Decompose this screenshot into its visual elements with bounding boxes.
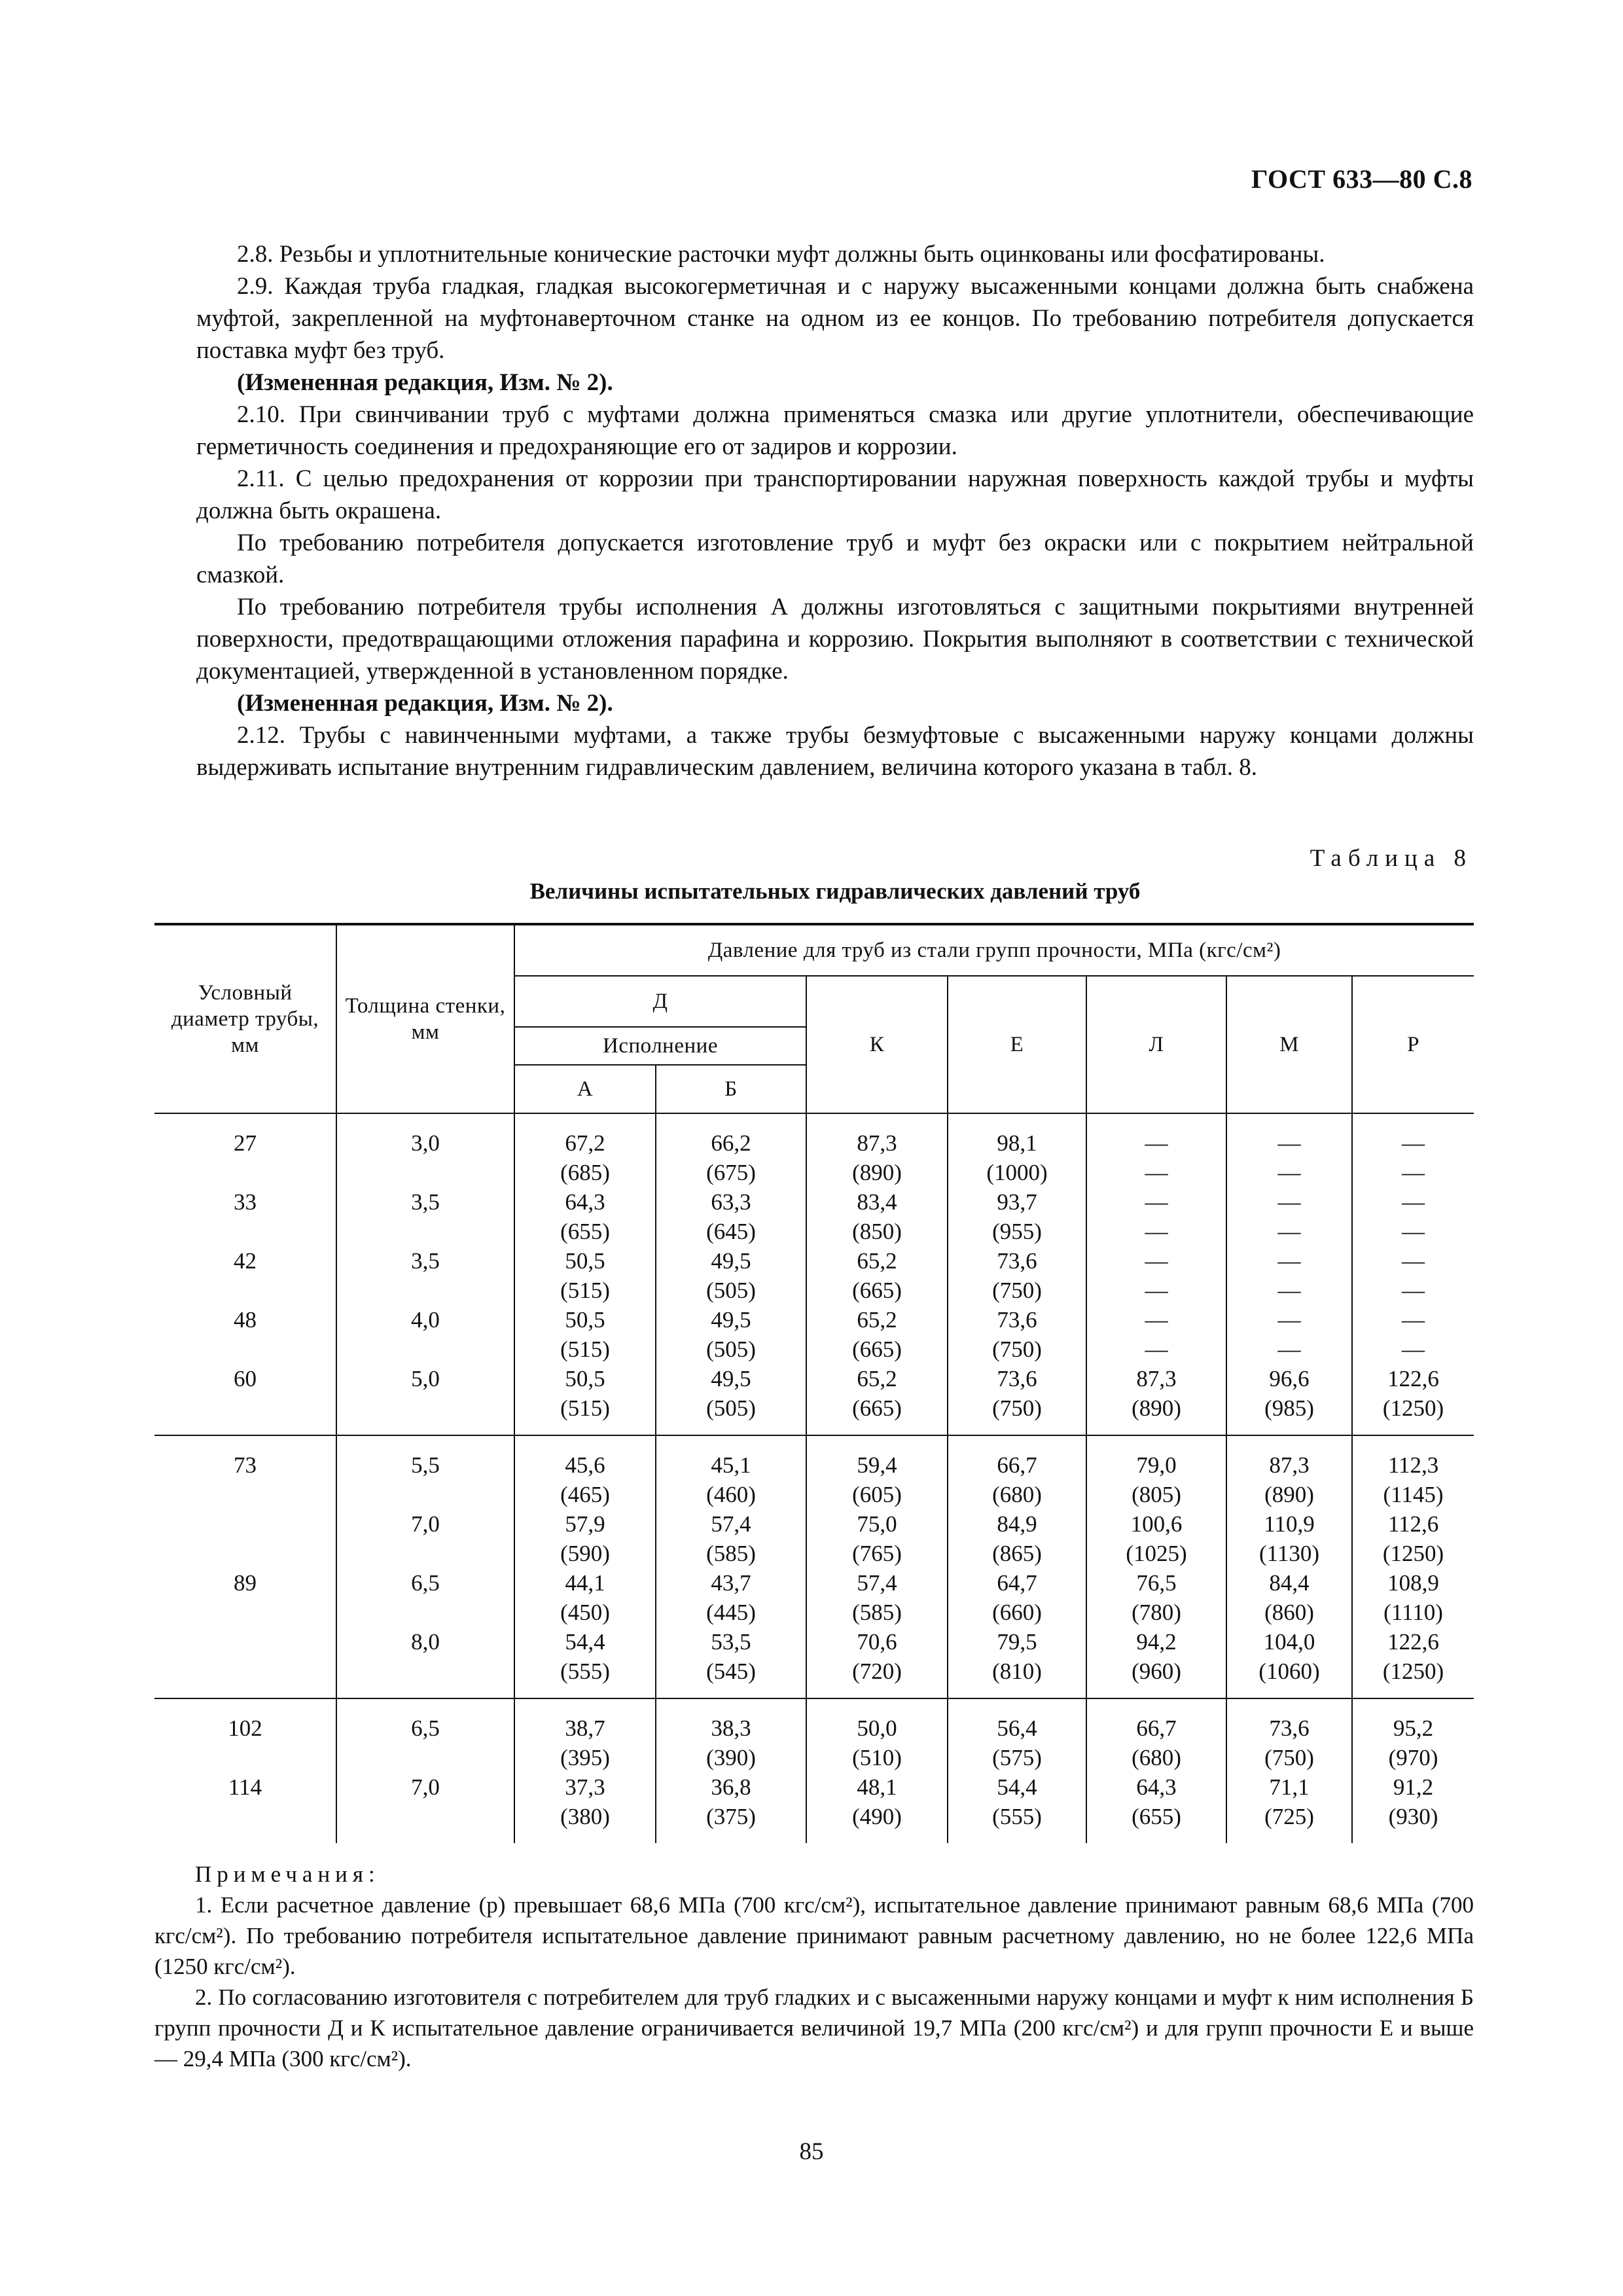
pressure-mpa-cell: 45,6 <box>514 1435 656 1480</box>
empty-cell <box>336 1217 514 1246</box>
pressure-mpa-cell: 57,4 <box>806 1568 948 1598</box>
pressure-mpa-cell: 37,3 <box>514 1772 656 1802</box>
diameter-cell: 42 <box>154 1246 336 1276</box>
pressure-mpa-cell: — <box>1352 1187 1474 1217</box>
wall-thickness-cell: 3,5 <box>336 1187 514 1217</box>
pressure-mpa-cell: 43,7 <box>656 1568 806 1598</box>
pressure-mpa-cell: 112,3 <box>1352 1435 1474 1480</box>
pressure-mpa-cell: 63,3 <box>656 1187 806 1217</box>
pressure-kgf-cell: (1110) <box>1352 1598 1474 1627</box>
table-row-kgf <box>154 1743 1474 1772</box>
header-wall-thickness: Толщина стенки, мм <box>336 924 514 1113</box>
pressure-table <box>154 923 1474 1843</box>
empty-cell <box>154 1743 336 1772</box>
pressure-kgf-cell: (515) <box>514 1335 656 1364</box>
pressure-kgf-cell: (955) <box>948 1217 1086 1246</box>
empty-cell <box>154 1598 336 1627</box>
pressure-mpa-cell: 108,9 <box>1352 1568 1474 1598</box>
pressure-mpa-cell: — <box>1226 1305 1352 1335</box>
pressure-mpa-cell: 96,6 <box>1226 1364 1352 1393</box>
pressure-mpa-cell: — <box>1086 1113 1226 1158</box>
pressure-mpa-cell: 38,3 <box>656 1698 806 1743</box>
pressure-kgf-cell: (750) <box>948 1335 1086 1364</box>
pressure-mpa-cell: 64,7 <box>948 1568 1086 1598</box>
pressure-mpa-cell: — <box>1226 1113 1352 1158</box>
pressure-kgf-cell: (505) <box>656 1276 806 1305</box>
pressure-mpa-cell: 67,2 <box>514 1113 656 1158</box>
pressure-mpa-cell: 95,2 <box>1352 1698 1474 1743</box>
diameter-cell: 89 <box>154 1568 336 1598</box>
pressure-kgf-cell: (930) <box>1352 1802 1474 1843</box>
empty-cell <box>336 1158 514 1187</box>
pressure-mpa-cell: 45,1 <box>656 1435 806 1480</box>
pressure-kgf-cell: (985) <box>1226 1393 1352 1435</box>
empty-cell <box>336 1802 514 1843</box>
pressure-kgf-cell: — <box>1086 1158 1226 1187</box>
table-row-kgf <box>154 1335 1474 1364</box>
diameter-cell: 33 <box>154 1187 336 1217</box>
pressure-kgf-cell: (515) <box>514 1276 656 1305</box>
pressure-kgf-cell: — <box>1086 1335 1226 1364</box>
pressure-mpa-cell: 65,2 <box>806 1246 948 1276</box>
wall-thickness-cell: 5,0 <box>336 1364 514 1393</box>
paragraph-2-10: 2.10. При свинчивании труб с муфтами должна применяться смазка или другие уплотнители, обеспечивающие герметичность соединения и предохраняющие его от задиров и коррозии. <box>196 401 1474 460</box>
note-1: 1. Если расчетное давление (p) превышает 68,6 МПа (700 кгс/см²), испытательное давление принимают равным 68,6 МПа (700 кгс/см²). По требованию потребителя испытательное давление принимают равным расчетному давлению, но не более 122,6 МПа (1250 кгс/см²). <box>154 1892 1474 1979</box>
pressure-kgf-cell: (890) <box>1086 1393 1226 1435</box>
pressure-mpa-cell: 64,3 <box>514 1187 656 1217</box>
diameter-cell <box>154 1509 336 1539</box>
pressure-kgf-cell: (645) <box>656 1217 806 1246</box>
diameter-cell: 73 <box>154 1435 336 1480</box>
pressure-mpa-cell: 54,4 <box>514 1627 656 1657</box>
diameter-cell <box>154 1627 336 1657</box>
table-row-mpa <box>154 1568 1474 1598</box>
pressure-mpa-cell: 73,6 <box>948 1305 1086 1335</box>
pressure-mpa-cell: 87,3 <box>806 1113 948 1158</box>
pressure-mpa-cell: — <box>1086 1305 1226 1335</box>
pressure-mpa-cell: 71,1 <box>1226 1772 1352 1802</box>
notes-heading: Примечания: <box>195 1861 380 1887</box>
pressure-kgf-cell: (545) <box>656 1657 806 1698</box>
pressure-mpa-cell: 65,2 <box>806 1305 948 1335</box>
pressure-mpa-cell: 64,3 <box>1086 1772 1226 1802</box>
table-row-mpa <box>154 1246 1474 1276</box>
table-row-kgf <box>154 1657 1474 1698</box>
empty-cell <box>154 1158 336 1187</box>
table-row-kgf <box>154 1480 1474 1509</box>
pressure-kgf-cell: — <box>1226 1158 1352 1187</box>
pressure-kgf-cell: (865) <box>948 1539 1086 1568</box>
pressure-kgf-cell: (1250) <box>1352 1393 1474 1435</box>
paragraph-2-11: 2.11. С целью предохранения от коррозии при транспортировании наружная поверхность каждой трубы и муфты должна быть окрашена. <box>196 465 1474 524</box>
pressure-kgf-cell: (505) <box>656 1335 806 1364</box>
pressure-kgf-cell: (680) <box>1086 1743 1226 1772</box>
pressure-mpa-cell: 73,6 <box>948 1364 1086 1393</box>
wall-thickness-cell: 3,0 <box>336 1113 514 1158</box>
pressure-mpa-cell: 87,3 <box>1086 1364 1226 1393</box>
pressure-kgf-cell: (655) <box>1086 1802 1226 1843</box>
pressure-kgf-cell: (585) <box>656 1539 806 1568</box>
pressure-kgf-cell: (515) <box>514 1393 656 1435</box>
table-row-kgf <box>154 1539 1474 1568</box>
table-caption: Таблица 8 <box>1310 845 1472 872</box>
pressure-kgf-cell: (505) <box>656 1393 806 1435</box>
pressure-mpa-cell: — <box>1086 1246 1226 1276</box>
table-row-mpa <box>154 1772 1474 1802</box>
wall-thickness-cell: 8,0 <box>336 1627 514 1657</box>
pressure-kgf-cell: (460) <box>656 1480 806 1509</box>
pressure-mpa-cell: 66,7 <box>948 1435 1086 1480</box>
wall-thickness-cell: 4,0 <box>336 1305 514 1335</box>
header-execution: Исполнение <box>514 1027 806 1065</box>
pressure-kgf-cell: (805) <box>1086 1480 1226 1509</box>
table-row-kgf <box>154 1598 1474 1627</box>
pressure-kgf-cell: (780) <box>1086 1598 1226 1627</box>
pressure-kgf-cell: (1250) <box>1352 1539 1474 1568</box>
pressure-mpa-cell: 36,8 <box>656 1772 806 1802</box>
table-row-kgf <box>154 1158 1474 1187</box>
wall-thickness-cell: 6,5 <box>336 1698 514 1743</box>
pressure-mpa-cell: 75,0 <box>806 1509 948 1539</box>
pressure-kgf-cell: (1025) <box>1086 1539 1226 1568</box>
pressure-mpa-cell: 104,0 <box>1226 1627 1352 1657</box>
diameter-cell: 60 <box>154 1364 336 1393</box>
pressure-mpa-cell: 57,4 <box>656 1509 806 1539</box>
pressure-mpa-cell: 38,7 <box>514 1698 656 1743</box>
header-group-k: К <box>806 976 948 1113</box>
pressure-kgf-cell: — <box>1352 1217 1474 1246</box>
diameter-cell: 114 <box>154 1772 336 1802</box>
pressure-mpa-cell: 66,2 <box>656 1113 806 1158</box>
pressure-kgf-cell: (750) <box>948 1393 1086 1435</box>
pressure-mpa-cell: 49,5 <box>656 1305 806 1335</box>
pressure-mpa-cell: 87,3 <box>1226 1435 1352 1480</box>
pressure-kgf-cell: (810) <box>948 1657 1086 1698</box>
pressure-kgf-cell: (890) <box>1226 1480 1352 1509</box>
header-execution-b: Б <box>656 1065 806 1113</box>
pressure-mpa-cell: 50,5 <box>514 1246 656 1276</box>
pressure-mpa-cell: 54,4 <box>948 1772 1086 1802</box>
table-row-mpa <box>154 1364 1474 1393</box>
empty-cell <box>336 1657 514 1698</box>
empty-cell <box>336 1335 514 1364</box>
empty-cell <box>154 1657 336 1698</box>
table-title: Величины испытательных гидравлических давлений труб <box>529 878 1141 904</box>
pressure-kgf-cell: (575) <box>948 1743 1086 1772</box>
pressure-mpa-cell: 70,6 <box>806 1627 948 1657</box>
diameter-cell: 27 <box>154 1113 336 1158</box>
empty-cell <box>336 1393 514 1435</box>
pressure-mpa-cell: — <box>1352 1113 1474 1158</box>
empty-cell <box>336 1539 514 1568</box>
empty-cell <box>154 1393 336 1435</box>
pressure-mpa-cell: 79,0 <box>1086 1435 1226 1480</box>
pressure-kgf-cell: (890) <box>806 1158 948 1187</box>
pressure-mpa-cell: 98,1 <box>948 1113 1086 1158</box>
pressure-kgf-cell: (850) <box>806 1217 948 1246</box>
pressure-kgf-cell: (390) <box>656 1743 806 1772</box>
wall-thickness-cell: 7,0 <box>336 1772 514 1802</box>
pressure-mpa-cell: 49,5 <box>656 1364 806 1393</box>
pressure-kgf-cell: (1000) <box>948 1158 1086 1187</box>
paragraph-2-11-a: По требованию потребителя допускается изготовление труб и муфт без окраски или с покрытием нейтральной смазкой. <box>196 529 1474 588</box>
header-diameter: Условный диаметр трубы, мм <box>154 924 336 1113</box>
pressure-kgf-cell: (655) <box>514 1217 656 1246</box>
pressure-mpa-cell: 50,0 <box>806 1698 948 1743</box>
pressure-kgf-cell: — <box>1352 1276 1474 1305</box>
pressure-kgf-cell: (445) <box>656 1598 806 1627</box>
table-row-kgf <box>154 1217 1474 1246</box>
wall-thickness-cell: 5,5 <box>336 1435 514 1480</box>
table-row-mpa <box>154 1113 1474 1158</box>
table-row-kgf <box>154 1393 1474 1435</box>
pressure-mpa-cell: 66,7 <box>1086 1698 1226 1743</box>
pressure-mpa-cell: 59,4 <box>806 1435 948 1480</box>
pressure-kgf-cell: (1250) <box>1352 1657 1474 1698</box>
paragraph-2-11-b: По требованию потребителя трубы исполнения А должны изготовляться с защитными покрытиями внутренней поверхности, предотвращающими отложения парафина и коррозию. Покрытия выполняют в соответствии с технической документацией, утвержденной в установленном порядке. <box>196 594 1474 685</box>
pressure-kgf-cell: (750) <box>1226 1743 1352 1772</box>
pressure-mpa-cell: 83,4 <box>806 1187 948 1217</box>
table-row-kgf <box>154 1802 1474 1843</box>
pressure-mpa-cell: 57,9 <box>514 1509 656 1539</box>
pressure-mpa-cell: 76,5 <box>1086 1568 1226 1598</box>
empty-cell <box>154 1802 336 1843</box>
table-row-mpa <box>154 1509 1474 1539</box>
table-row-group <box>154 1435 1474 1698</box>
wall-thickness-cell: 3,5 <box>336 1246 514 1276</box>
body-text <box>196 238 1474 783</box>
wall-thickness-cell: 7,0 <box>336 1509 514 1539</box>
pressure-kgf-cell: — <box>1352 1335 1474 1364</box>
wall-thickness-cell: 6,5 <box>336 1568 514 1598</box>
diameter-cell: 102 <box>154 1698 336 1743</box>
pressure-mpa-cell: 53,5 <box>656 1627 806 1657</box>
pressure-mpa-cell: — <box>1352 1246 1474 1276</box>
pressure-kgf-cell: (750) <box>948 1276 1086 1305</box>
pressure-kgf-cell: (665) <box>806 1276 948 1305</box>
pressure-mpa-cell: 49,5 <box>656 1246 806 1276</box>
header-pressure: Давление для труб из стали групп прочности, МПа (кгс/см²) <box>514 924 1474 976</box>
pressure-kgf-cell: (970) <box>1352 1743 1474 1772</box>
pressure-mpa-cell: 122,6 <box>1352 1627 1474 1657</box>
table-row-mpa <box>154 1627 1474 1657</box>
pressure-mpa-cell: 112,6 <box>1352 1509 1474 1539</box>
pressure-kgf-cell: (720) <box>806 1657 948 1698</box>
pressure-kgf-cell: — <box>1086 1217 1226 1246</box>
empty-cell <box>154 1335 336 1364</box>
pressure-kgf-cell: (675) <box>656 1158 806 1187</box>
table-row-group <box>154 1113 1474 1435</box>
pressure-kgf-cell: — <box>1226 1335 1352 1364</box>
pressure-kgf-cell: (590) <box>514 1539 656 1568</box>
pressure-mpa-cell: 79,5 <box>948 1627 1086 1657</box>
paragraph-2-12: 2.12. Трубы с навинченными муфтами, а также трубы безмуфтовые с высаженными наружу концами должны выдерживать испытание внутренним гидравлическим давлением, величина которого указана в табл. 8. <box>196 722 1474 781</box>
diameter-cell: 48 <box>154 1305 336 1335</box>
pressure-kgf-cell: (665) <box>806 1335 948 1364</box>
pressure-kgf-cell: (510) <box>806 1743 948 1772</box>
page-number: 85 <box>799 2138 824 2165</box>
header-group-e: Е <box>948 976 1086 1113</box>
pressure-mpa-cell: 122,6 <box>1352 1364 1474 1393</box>
amendment-note: (Измененная редакция, Изм. № 2). <box>237 690 613 717</box>
table-row-group <box>154 1698 1474 1843</box>
pressure-kgf-cell: (380) <box>514 1802 656 1843</box>
amendment-note: (Измененная редакция, Изм. № 2). <box>237 369 613 396</box>
pressure-mpa-cell: — <box>1226 1187 1352 1217</box>
pressure-mpa-cell: — <box>1352 1305 1474 1335</box>
empty-cell <box>336 1743 514 1772</box>
pressure-mpa-cell: — <box>1086 1187 1226 1217</box>
pressure-kgf-cell: (465) <box>514 1480 656 1509</box>
pressure-mpa-cell: 94,2 <box>1086 1627 1226 1657</box>
pressure-mpa-cell: 84,9 <box>948 1509 1086 1539</box>
pressure-mpa-cell: 56,4 <box>948 1698 1086 1743</box>
pressure-kgf-cell: (555) <box>514 1657 656 1698</box>
header-group-d: Д <box>514 976 806 1027</box>
pressure-mpa-cell: — <box>1226 1246 1352 1276</box>
pressure-kgf-cell: (1145) <box>1352 1480 1474 1509</box>
header-group-m: М <box>1226 976 1352 1113</box>
pressure-kgf-cell: — <box>1086 1276 1226 1305</box>
page-header: ГОСТ 633—80 С.8 <box>1251 164 1472 194</box>
pressure-kgf-cell: (680) <box>948 1480 1086 1509</box>
pressure-mpa-cell: 84,4 <box>1226 1568 1352 1598</box>
empty-cell <box>154 1276 336 1305</box>
pressure-kgf-cell: (725) <box>1226 1802 1352 1843</box>
pressure-kgf-cell: (585) <box>806 1598 948 1627</box>
note-2: 2. По согласованию изготовителя с потребителем для труб гладких и с высаженными наружу концами и муфт к ним исполнения Б групп прочности Д и К испытательное давление ограничивается величиной 19,7 МПа (200 кгс/см²) и для групп прочности Е и выше — 29,4 МПа (300 кгс/см²). <box>154 1984 1474 2072</box>
pressure-kgf-cell: (960) <box>1086 1657 1226 1698</box>
table-row-mpa <box>154 1435 1474 1480</box>
pressure-mpa-cell: 44,1 <box>514 1568 656 1598</box>
header-execution-a: А <box>514 1065 656 1113</box>
pressure-kgf-cell: (450) <box>514 1598 656 1627</box>
pressure-mpa-cell: 110,9 <box>1226 1509 1352 1539</box>
empty-cell <box>336 1598 514 1627</box>
pressure-mpa-cell: 50,5 <box>514 1305 656 1335</box>
pressure-kgf-cell: (490) <box>806 1802 948 1843</box>
empty-cell <box>154 1539 336 1568</box>
pressure-kgf-cell: (605) <box>806 1480 948 1509</box>
table-notes <box>154 1859 1474 2074</box>
empty-cell <box>336 1480 514 1509</box>
header-group-r: Р <box>1352 976 1474 1113</box>
pressure-kgf-cell: (395) <box>514 1743 656 1772</box>
pressure-mpa-cell: 100,6 <box>1086 1509 1226 1539</box>
pressure-kgf-cell: (660) <box>948 1598 1086 1627</box>
empty-cell <box>154 1217 336 1246</box>
pressure-kgf-cell: — <box>1226 1276 1352 1305</box>
pressure-kgf-cell: (1060) <box>1226 1657 1352 1698</box>
empty-cell <box>154 1480 336 1509</box>
empty-cell <box>336 1276 514 1305</box>
pressure-mpa-cell: 48,1 <box>806 1772 948 1802</box>
pressure-mpa-cell: 50,5 <box>514 1364 656 1393</box>
pressure-mpa-cell: 93,7 <box>948 1187 1086 1217</box>
pressure-mpa-cell: 91,2 <box>1352 1772 1474 1802</box>
table-row-kgf <box>154 1276 1474 1305</box>
pressure-kgf-cell: (665) <box>806 1393 948 1435</box>
table-row-mpa <box>154 1698 1474 1743</box>
pressure-kgf-cell: — <box>1226 1217 1352 1246</box>
pressure-mpa-cell: 65,2 <box>806 1364 948 1393</box>
paragraph-2-8: 2.8. Резьбы и уплотнительные конические расточки муфт должны быть оцинкованы или фосфатированы. <box>237 241 1325 268</box>
pressure-kgf-cell: (860) <box>1226 1598 1352 1627</box>
paragraph-2-9: 2.9. Каждая труба гладкая, гладкая высокогерметичная и с наружу высаженными концами должна быть снабжена муфтой, закрепленной на муфтонаверточном станке на одном из ее концов. По требованию потребителя допускается поставка муфт без труб. <box>196 273 1474 364</box>
pressure-mpa-cell: 73,6 <box>1226 1698 1352 1743</box>
pressure-kgf-cell: (765) <box>806 1539 948 1568</box>
pressure-mpa-cell: 73,6 <box>948 1246 1086 1276</box>
table-row-mpa <box>154 1305 1474 1335</box>
table-row-mpa <box>154 1187 1474 1217</box>
pressure-kgf-cell: (555) <box>948 1802 1086 1843</box>
pressure-kgf-cell: — <box>1352 1158 1474 1187</box>
pressure-kgf-cell: (375) <box>656 1802 806 1843</box>
header-group-l: Л <box>1086 976 1226 1113</box>
pressure-kgf-cell: (1130) <box>1226 1539 1352 1568</box>
pressure-kgf-cell: (685) <box>514 1158 656 1187</box>
